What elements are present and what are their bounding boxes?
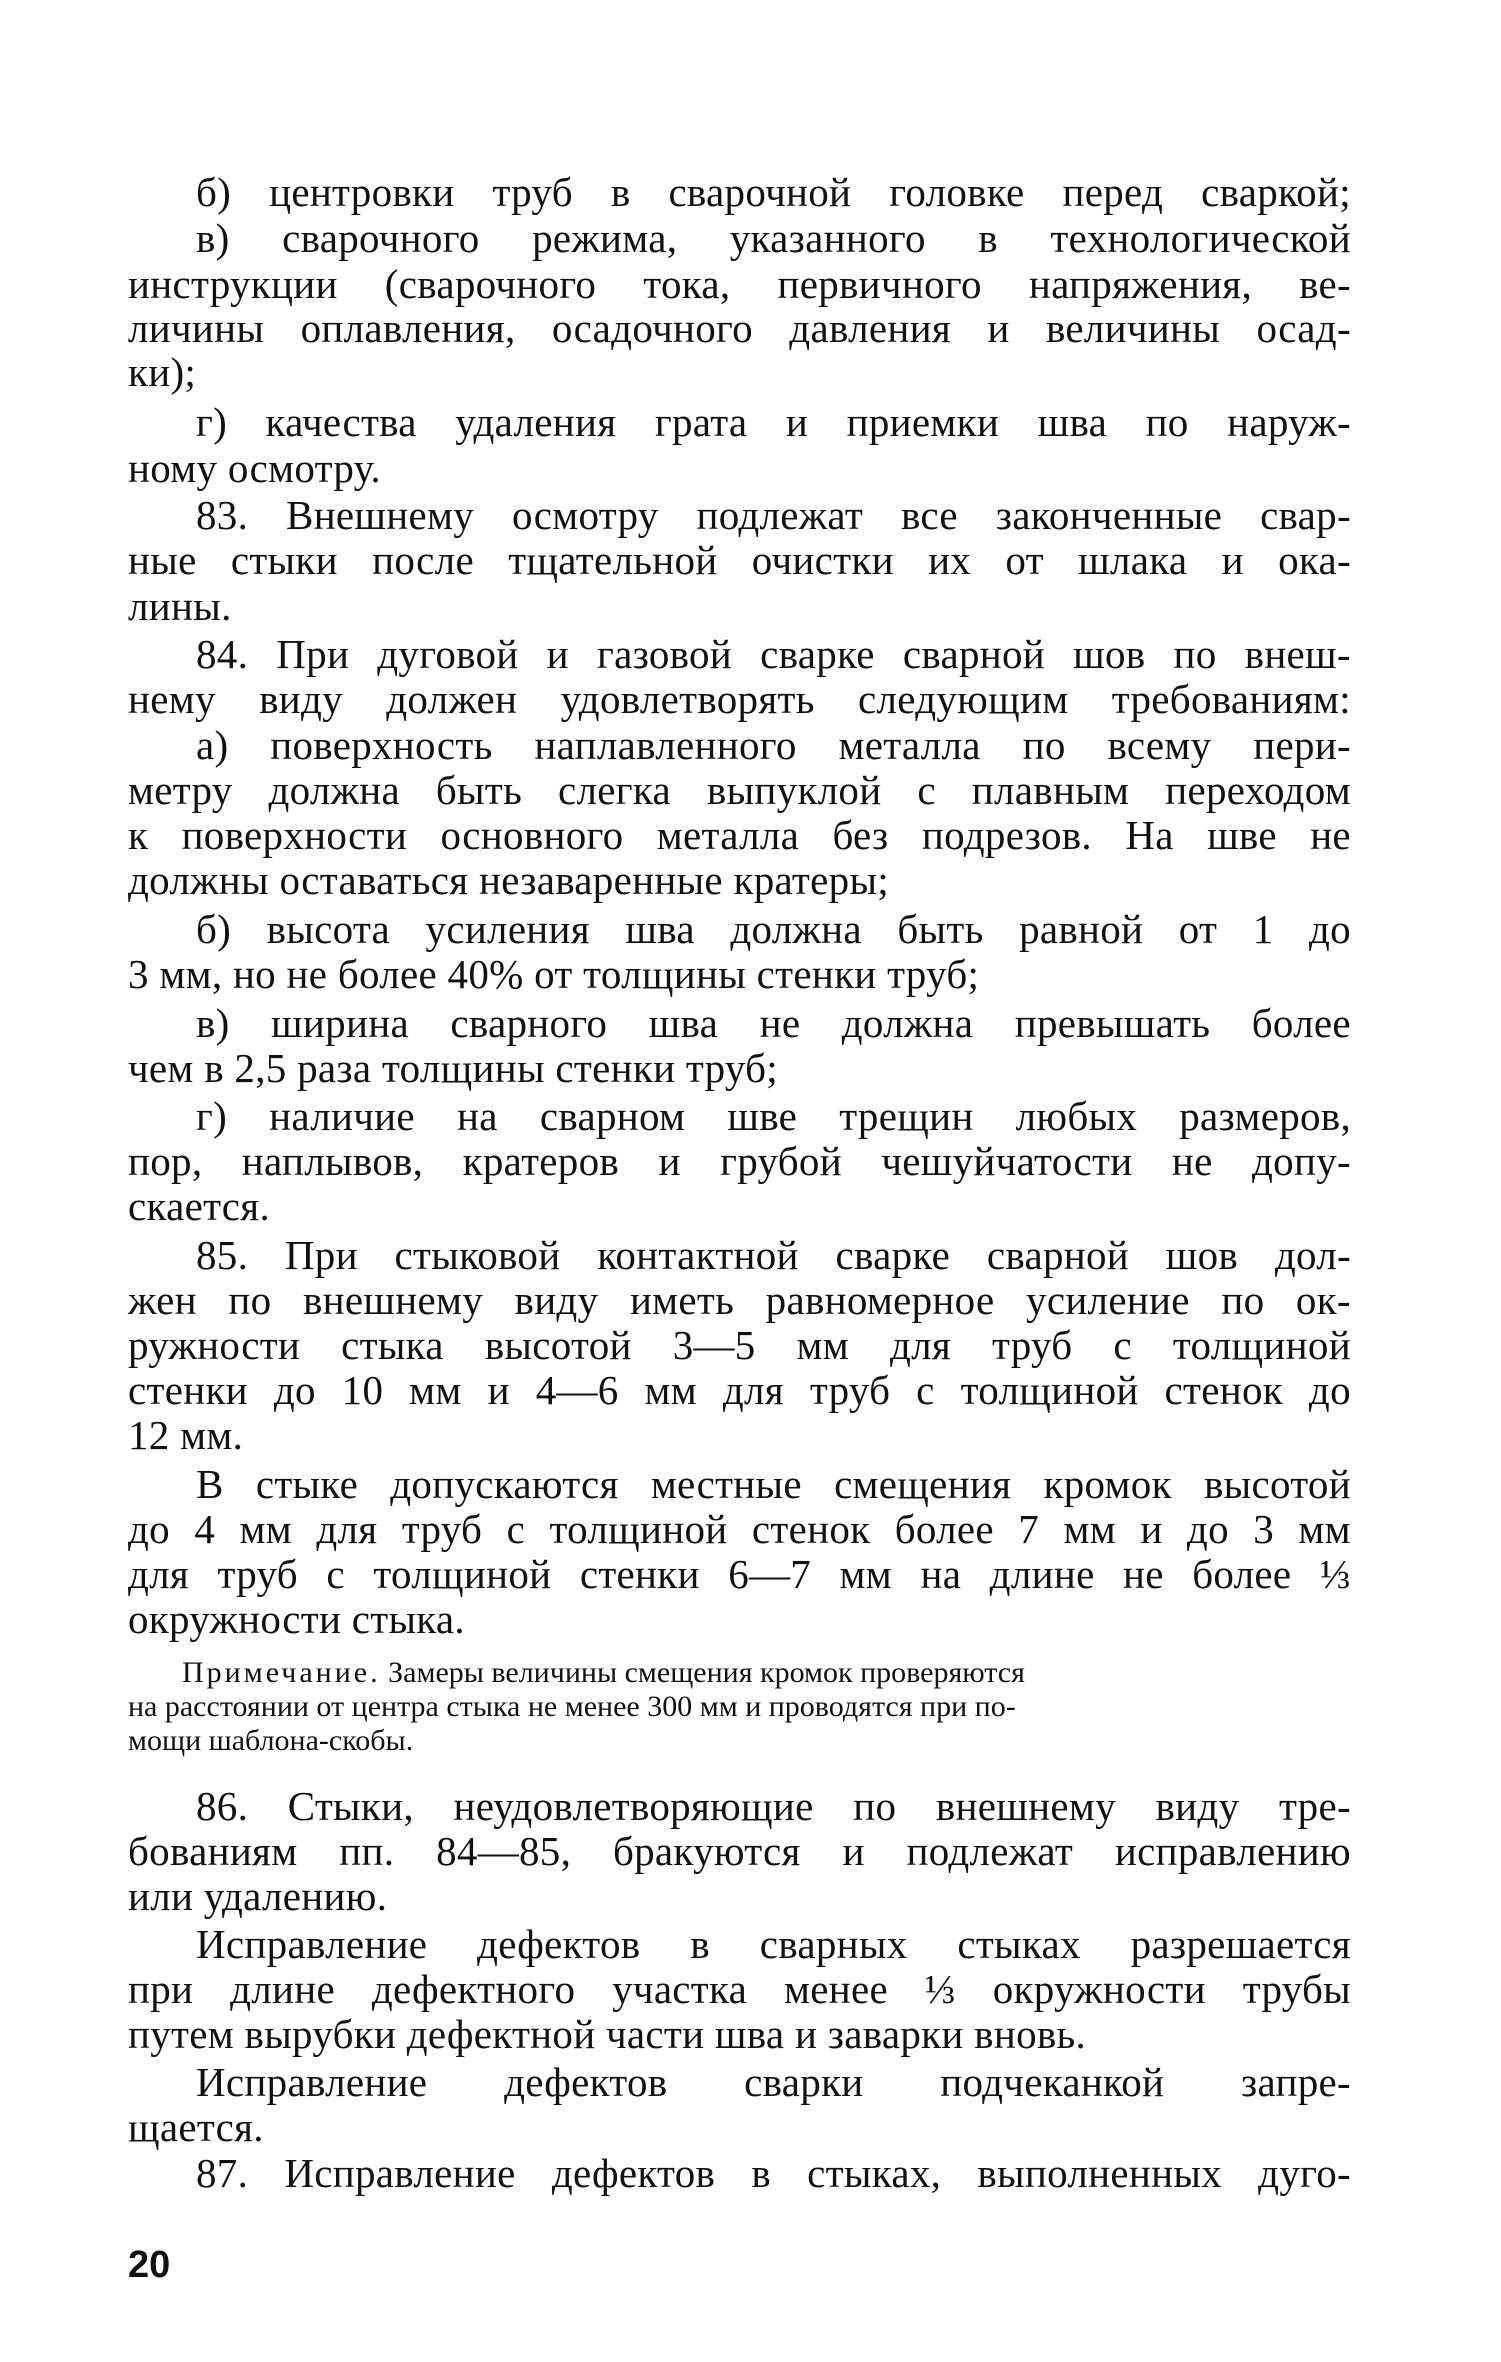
text-line-7: ному осмотру. bbox=[128, 445, 381, 491]
word: поверхности bbox=[181, 812, 408, 858]
word: толщиной bbox=[549, 1506, 728, 1552]
word: быть bbox=[435, 767, 523, 813]
word: толщиной bbox=[373, 1551, 552, 1597]
word: дефектов bbox=[551, 2150, 716, 2196]
word: выполненных bbox=[977, 2150, 1222, 2196]
note-label: Примечание. bbox=[182, 1656, 381, 1689]
text-line-11 bbox=[196, 632, 1351, 676]
word: для bbox=[722, 1367, 784, 1413]
word: ⅓ bbox=[1319, 1551, 1351, 1597]
word: труб bbox=[401, 1506, 483, 1552]
word: допу- bbox=[1252, 1138, 1351, 1184]
word: ширина bbox=[271, 1000, 409, 1046]
word: труб bbox=[217, 1551, 298, 1597]
word: разрешается bbox=[1130, 1921, 1351, 1967]
text-line-16: должны оставаться незаваренные кратеры; bbox=[128, 857, 889, 903]
word: (сварочного bbox=[384, 261, 597, 307]
word: стыках bbox=[957, 1921, 1081, 1967]
word: их bbox=[928, 537, 972, 583]
word: шва bbox=[648, 1000, 719, 1046]
word: сварке bbox=[835, 1232, 951, 1278]
word: шве bbox=[727, 1093, 798, 1139]
word: 1 bbox=[1252, 906, 1274, 952]
word: подрезов. bbox=[921, 812, 1092, 858]
word: исправлению bbox=[1114, 1828, 1351, 1874]
word: В bbox=[196, 1461, 224, 1507]
word: сварной bbox=[902, 631, 1046, 677]
word: чешуйчатости bbox=[881, 1138, 1133, 1184]
text-line-30 bbox=[128, 1507, 1351, 1551]
text-line-28: 12 мм. bbox=[128, 1412, 244, 1458]
word: стенки bbox=[128, 1367, 248, 1413]
text-line-1 bbox=[196, 170, 1351, 214]
word: и bbox=[987, 305, 1010, 351]
word: после bbox=[372, 537, 474, 583]
word: удовлетворять bbox=[560, 676, 815, 722]
text-line-2 bbox=[196, 216, 1351, 260]
word: пор, bbox=[128, 1138, 203, 1184]
text-line-6 bbox=[196, 400, 1351, 444]
word: ве- bbox=[1299, 261, 1351, 307]
word: от bbox=[1178, 906, 1218, 952]
word: г) bbox=[196, 1093, 228, 1139]
text-line-31 bbox=[128, 1552, 1351, 1596]
word: тщательной bbox=[508, 537, 718, 583]
text-line-17 bbox=[196, 907, 1351, 951]
word: 83. bbox=[196, 492, 249, 538]
word: дуго- bbox=[1258, 2150, 1351, 2196]
word: указанного bbox=[729, 215, 926, 261]
word: сварного bbox=[450, 1000, 608, 1046]
text-line-35: или удалению. bbox=[128, 1873, 388, 1919]
word: подлежат bbox=[696, 492, 864, 538]
word: подлежат bbox=[906, 1828, 1074, 1874]
word: и bbox=[785, 399, 809, 445]
word: шва bbox=[625, 906, 695, 952]
word: свар- bbox=[1260, 492, 1351, 538]
word: до bbox=[1308, 906, 1351, 952]
word: виду bbox=[259, 676, 343, 722]
word: личины bbox=[128, 305, 265, 351]
word: в bbox=[978, 215, 998, 261]
word: а) bbox=[196, 722, 229, 768]
word: внешнему bbox=[935, 1783, 1116, 1829]
word: 6—7 bbox=[728, 1551, 812, 1597]
word: плавным bbox=[971, 767, 1130, 813]
text-line-38: путем вырубки дефектной части шва и заварки вновь. bbox=[128, 2011, 1087, 2057]
word: внешнему bbox=[302, 1277, 483, 1323]
word: бракуются bbox=[612, 1828, 801, 1874]
word: и bbox=[546, 631, 569, 677]
word: нему bbox=[128, 676, 216, 722]
word: выпуклой bbox=[706, 767, 882, 813]
word: длине bbox=[989, 1551, 1095, 1597]
word: шва bbox=[1037, 399, 1108, 445]
word: наплавленного bbox=[534, 722, 797, 768]
word: высота bbox=[266, 906, 391, 952]
word: грата bbox=[654, 399, 748, 445]
word: и bbox=[1221, 537, 1244, 583]
text-line-19 bbox=[196, 1001, 1351, 1045]
word: на bbox=[457, 1093, 498, 1139]
word: поверхность bbox=[270, 722, 493, 768]
word: основного bbox=[440, 812, 624, 858]
text-line-34 bbox=[128, 1829, 1351, 1873]
word: равной bbox=[1019, 906, 1144, 952]
word: дефектов bbox=[504, 2059, 668, 2105]
word: 10 bbox=[341, 1367, 384, 1413]
word: перед bbox=[1062, 169, 1164, 215]
word: тре- bbox=[1278, 1783, 1351, 1829]
text-line-12 bbox=[128, 677, 1351, 721]
word: мм bbox=[796, 1322, 850, 1368]
word: по bbox=[1173, 631, 1217, 677]
word: ружности bbox=[128, 1322, 301, 1368]
word: 86. bbox=[196, 1783, 249, 1829]
word: до bbox=[1308, 1367, 1351, 1413]
word: быть bbox=[897, 906, 984, 952]
word: дефектного bbox=[371, 1966, 576, 2012]
word: 4—6 bbox=[535, 1367, 619, 1413]
word: труб bbox=[492, 169, 573, 215]
word: очистки bbox=[751, 537, 894, 583]
word: мм bbox=[1063, 1506, 1116, 1552]
word: подчеканкой bbox=[940, 2059, 1165, 2105]
word: в bbox=[751, 2150, 771, 2196]
text-line-24 bbox=[196, 1233, 1351, 1277]
word: без bbox=[832, 812, 889, 858]
text-line-5: ки); bbox=[128, 349, 197, 395]
word: по bbox=[1145, 399, 1189, 445]
word: с bbox=[917, 767, 936, 813]
word: наличие bbox=[269, 1093, 415, 1139]
word: мм bbox=[409, 1367, 462, 1413]
word: должна bbox=[268, 767, 400, 813]
text-line-22 bbox=[128, 1139, 1351, 1183]
word: г) bbox=[196, 399, 228, 445]
text-line-15 bbox=[128, 813, 1351, 857]
word: инструкции bbox=[128, 261, 338, 307]
word: до bbox=[273, 1367, 316, 1413]
word: усиления bbox=[425, 906, 590, 952]
word: б) bbox=[196, 906, 232, 952]
word: наплывов, bbox=[241, 1138, 424, 1184]
word: на bbox=[920, 1551, 962, 1597]
text-line-37 bbox=[128, 1967, 1351, 2011]
word: сварке bbox=[760, 631, 875, 677]
text-line-10: лины. bbox=[128, 583, 232, 629]
word: 3—5 bbox=[672, 1322, 756, 1368]
word: участка bbox=[612, 1966, 748, 2012]
word: ока- bbox=[1278, 537, 1351, 583]
word: сварочного bbox=[282, 215, 480, 261]
word: технологической bbox=[1050, 215, 1351, 261]
word: в bbox=[610, 169, 631, 215]
word: осмотру bbox=[511, 492, 659, 538]
text-line-39 bbox=[196, 2060, 1351, 2104]
word: любых bbox=[1015, 1093, 1138, 1139]
word: по bbox=[228, 1277, 272, 1323]
word: мм bbox=[839, 1551, 893, 1597]
text-line-8 bbox=[196, 493, 1351, 537]
word: величины bbox=[1045, 305, 1221, 351]
word: Стыки, bbox=[287, 1783, 414, 1829]
word: 4 bbox=[194, 1506, 216, 1552]
word: до bbox=[1186, 1506, 1229, 1552]
word: б) bbox=[196, 169, 232, 215]
word: труб bbox=[809, 1367, 891, 1413]
word: и bbox=[842, 1828, 865, 1874]
word: с bbox=[916, 1367, 935, 1413]
word: слегка bbox=[558, 767, 671, 813]
word: следующим bbox=[858, 676, 1069, 722]
word: На bbox=[1125, 812, 1174, 858]
text-line-33 bbox=[196, 1784, 1351, 1828]
word: в) bbox=[196, 1000, 230, 1046]
word: бованиям bbox=[128, 1828, 298, 1874]
word: окружности bbox=[992, 1966, 1206, 2012]
word: должен bbox=[386, 676, 518, 722]
word: сварочной bbox=[668, 169, 852, 215]
word: должна bbox=[841, 1000, 974, 1046]
word: более bbox=[1192, 1551, 1292, 1597]
word: высотой bbox=[1203, 1461, 1351, 1507]
word: шве bbox=[1207, 812, 1277, 858]
word: трещин bbox=[839, 1093, 974, 1139]
word: размеров, bbox=[1179, 1093, 1351, 1139]
word: осад- bbox=[1256, 305, 1351, 351]
word: приемки bbox=[846, 399, 1000, 445]
word: длине bbox=[230, 1966, 336, 2012]
word: иметь bbox=[629, 1277, 735, 1323]
word: 87. bbox=[196, 2150, 249, 2196]
word: сварки bbox=[744, 2059, 864, 2105]
text-line-41 bbox=[196, 2151, 1351, 2195]
word: неудовлетворяющие bbox=[453, 1783, 814, 1829]
note-line-2: на расстоянии от центра стыка не менее 300 мм и проводятся при по- bbox=[128, 1690, 1016, 1723]
word: сварных bbox=[759, 1921, 908, 1967]
word: мм bbox=[644, 1367, 697, 1413]
word: пп. bbox=[339, 1828, 395, 1874]
word: равномерное bbox=[765, 1277, 995, 1323]
word: смещения bbox=[834, 1461, 1012, 1507]
word: напряжения, bbox=[1028, 261, 1253, 307]
text-line-40: щается. bbox=[128, 2104, 264, 2150]
word: металла bbox=[656, 812, 800, 858]
text-line-21 bbox=[196, 1094, 1351, 1138]
word: толщиной bbox=[960, 1367, 1139, 1413]
word: в bbox=[690, 1921, 710, 1967]
word: стыка bbox=[341, 1322, 444, 1368]
word: местные bbox=[650, 1461, 802, 1507]
word: для bbox=[890, 1322, 952, 1368]
word: металла bbox=[838, 722, 981, 768]
word: давления bbox=[789, 305, 951, 351]
text-line-23: скается. bbox=[128, 1183, 271, 1229]
word: все bbox=[900, 492, 958, 538]
word: внеш- bbox=[1244, 631, 1351, 677]
word: удаления bbox=[455, 399, 617, 445]
word: стенок bbox=[1164, 1367, 1284, 1413]
word: дол- bbox=[1274, 1232, 1351, 1278]
word: стыки bbox=[230, 537, 338, 583]
word: Внешнему bbox=[286, 492, 475, 538]
note-line-3: мощи шаблона-скобы. bbox=[128, 1724, 414, 1757]
word: мм bbox=[1298, 1506, 1351, 1552]
word: стенки bbox=[579, 1551, 700, 1597]
word: режима, bbox=[532, 215, 678, 261]
word: 84—85, bbox=[436, 1828, 572, 1874]
word: высотой bbox=[484, 1322, 632, 1368]
page-number: 20 bbox=[128, 2244, 171, 2286]
word: не bbox=[759, 1000, 801, 1046]
word: более bbox=[1251, 1000, 1351, 1046]
word: стыковой bbox=[394, 1232, 561, 1278]
word: стенок bbox=[751, 1506, 871, 1552]
word: виду bbox=[1155, 1783, 1240, 1829]
word: сварном bbox=[539, 1093, 686, 1139]
word: к bbox=[128, 812, 149, 858]
word: При bbox=[276, 631, 350, 677]
text-line-32: окружности стыка. bbox=[128, 1596, 465, 1642]
word: качества bbox=[265, 399, 417, 445]
text-line-18: 3 мм, но не более 40% от толщины стенки труб; bbox=[128, 951, 980, 997]
note-text-1: Замеры величины смещения кромок проверяются bbox=[380, 1656, 1025, 1689]
word: с bbox=[506, 1506, 526, 1552]
word: для bbox=[316, 1506, 378, 1552]
word: труб bbox=[992, 1322, 1073, 1368]
word: и bbox=[487, 1367, 510, 1413]
text-line-36 bbox=[196, 1922, 1351, 1966]
word: усиление bbox=[1026, 1277, 1190, 1323]
text-line-13 bbox=[196, 723, 1351, 767]
word: и bbox=[658, 1138, 681, 1184]
word: превышать bbox=[1014, 1000, 1211, 1046]
word: всему bbox=[1107, 722, 1212, 768]
text-line-14 bbox=[128, 768, 1351, 812]
word: Исправление bbox=[196, 2059, 428, 2105]
word: по bbox=[853, 1783, 897, 1829]
word: по bbox=[1022, 722, 1066, 768]
word: законченные bbox=[995, 492, 1223, 538]
word: кратеров bbox=[462, 1138, 620, 1184]
word: виду bbox=[514, 1277, 599, 1323]
note-line-1 bbox=[182, 1656, 1025, 1690]
word: метру bbox=[128, 767, 233, 813]
word: мм bbox=[239, 1506, 292, 1552]
word: газовой bbox=[596, 631, 733, 677]
word: дуговой bbox=[377, 631, 519, 677]
word: шов bbox=[1073, 631, 1146, 677]
word: допускаются bbox=[390, 1461, 619, 1507]
word: не bbox=[1171, 1138, 1213, 1184]
text-line-25 bbox=[128, 1278, 1351, 1322]
word: При bbox=[284, 1232, 358, 1278]
word: 3 bbox=[1253, 1506, 1275, 1552]
word: запре- bbox=[1241, 2059, 1351, 2105]
word: более bbox=[894, 1506, 994, 1552]
word: стыке bbox=[255, 1461, 359, 1507]
word: по bbox=[1221, 1277, 1265, 1323]
word: центровки bbox=[269, 169, 455, 215]
word: первичного bbox=[777, 261, 982, 307]
text-line-29 bbox=[196, 1462, 1351, 1506]
word: сваркой; bbox=[1201, 169, 1351, 215]
word: для bbox=[128, 1551, 190, 1597]
word: грубой bbox=[720, 1138, 842, 1184]
word: должна bbox=[730, 906, 862, 952]
word: и bbox=[1140, 1506, 1163, 1552]
text-line-4 bbox=[128, 306, 1351, 350]
text-line-9 bbox=[128, 538, 1351, 582]
word: 84. bbox=[196, 631, 249, 677]
word: 85. bbox=[196, 1232, 249, 1278]
word: трубы bbox=[1242, 1966, 1351, 2012]
word: толщиной bbox=[1172, 1322, 1351, 1368]
word: осадочного bbox=[551, 305, 753, 351]
word: в) bbox=[196, 215, 230, 261]
word: менее bbox=[783, 1966, 888, 2012]
word: от bbox=[1005, 537, 1044, 583]
word: до bbox=[128, 1506, 170, 1552]
word: Исправление bbox=[284, 2150, 516, 2196]
word: пери- bbox=[1253, 722, 1351, 768]
word: Исправление bbox=[196, 1921, 428, 1967]
word: шов bbox=[1165, 1232, 1239, 1278]
word: головке bbox=[889, 169, 1025, 215]
text-line-20: чем в 2,5 раза толщины стенки труб; bbox=[128, 1045, 778, 1091]
word: ⅓ bbox=[924, 1966, 956, 2012]
word: наруж- bbox=[1227, 399, 1351, 445]
word: ок- bbox=[1295, 1277, 1351, 1323]
word: шлака bbox=[1078, 537, 1188, 583]
word: с bbox=[326, 1551, 345, 1597]
word: не bbox=[1310, 812, 1351, 858]
text-line-3 bbox=[128, 262, 1351, 306]
word: переходом bbox=[1165, 767, 1351, 813]
word: требованиям: bbox=[1111, 676, 1351, 722]
word: 7 bbox=[1018, 1506, 1040, 1552]
word: не bbox=[1123, 1551, 1164, 1597]
word: дефектов bbox=[477, 1921, 641, 1967]
word: с bbox=[1113, 1322, 1132, 1368]
word: контактной bbox=[597, 1232, 799, 1278]
word: стыках, bbox=[807, 2150, 942, 2196]
text-line-27 bbox=[128, 1368, 1351, 1412]
word: оплавления, bbox=[300, 305, 516, 351]
word: кромок bbox=[1043, 1461, 1172, 1507]
word: сварной bbox=[986, 1232, 1130, 1278]
word: при bbox=[128, 1966, 194, 2012]
text-line-26 bbox=[128, 1323, 1351, 1367]
word: тока, bbox=[643, 261, 731, 307]
word: жен bbox=[128, 1277, 197, 1323]
word: ные bbox=[128, 537, 197, 583]
